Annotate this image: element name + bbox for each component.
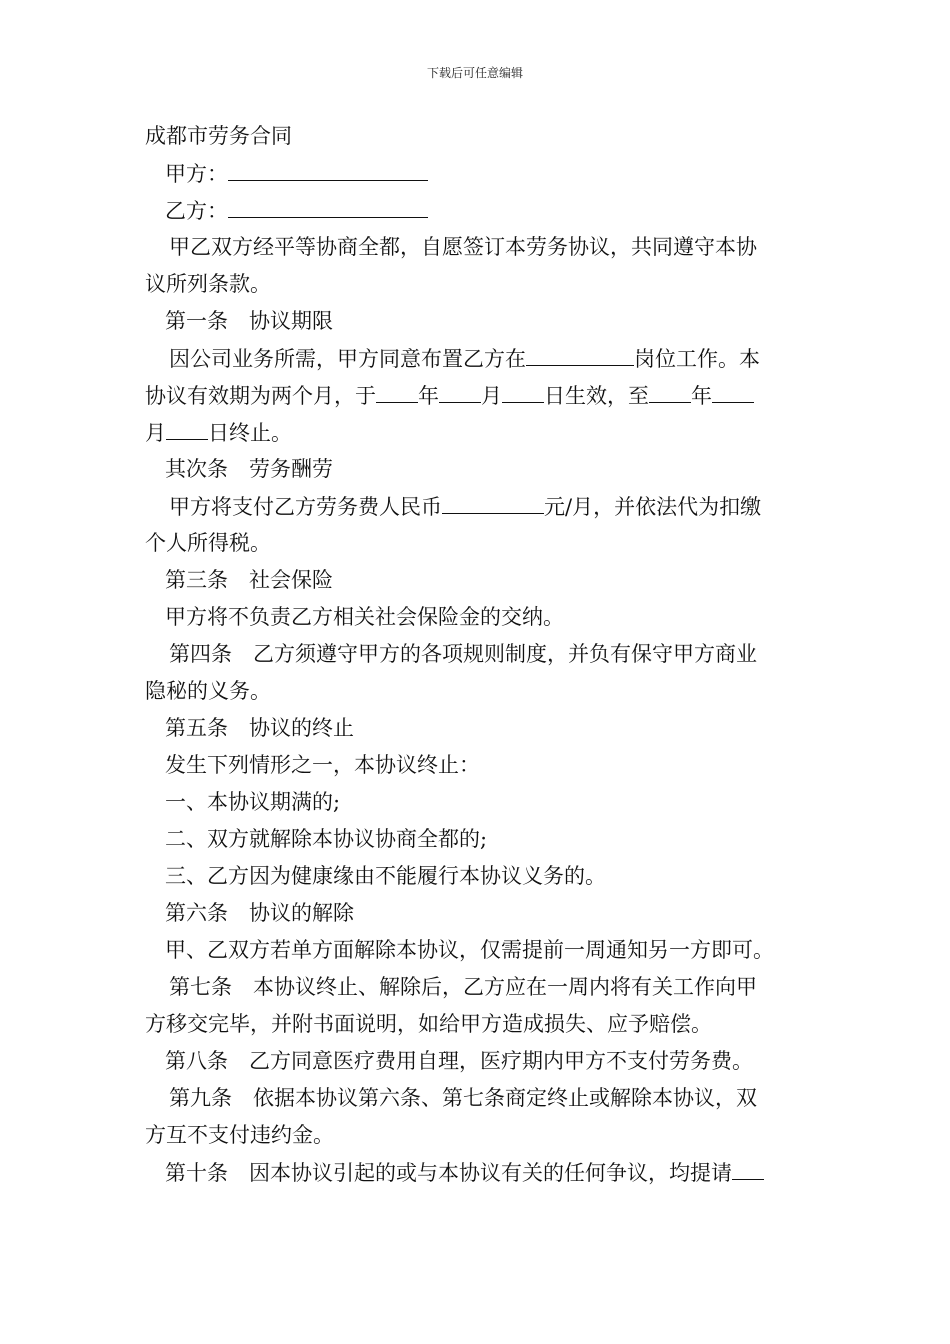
article-2-title: 其次条 劳务酬劳 <box>165 457 333 481</box>
month-label: 月 <box>145 421 166 445</box>
contract-body <box>145 118 807 1191</box>
position-blank[interactable] <box>526 340 634 366</box>
party-b-blank[interactable] <box>228 192 428 218</box>
article-4-line-1: 第四条 乙方须遵守甲方的各项规则制度，并负有保守甲方商业 <box>169 642 757 666</box>
party-a-line <box>145 155 807 192</box>
article-2-text: 元/月，并依法代为扣缴 <box>544 495 762 519</box>
arbitration-blank[interactable] <box>732 1154 764 1180</box>
article-5-title: 第五条 协议的终止 <box>165 716 354 740</box>
party-b-label: 乙方： <box>165 199 228 223</box>
article-1-line-3 <box>145 414 807 451</box>
end-month-blank[interactable] <box>712 377 754 403</box>
article-3-title: 第三条 社会保险 <box>165 568 333 592</box>
article-1-line-2 <box>145 377 807 414</box>
intro-line-2: 议所列条款。 <box>145 272 271 296</box>
article-10-line-1 <box>145 1154 807 1191</box>
article-2-line-2: 个人所得税。 <box>145 531 271 555</box>
article-5-line-1: 发生下列情形之一，本协议终止： <box>165 753 480 777</box>
fee-amount-blank[interactable] <box>442 488 544 514</box>
contract-title: 成都市劳务合同 <box>145 124 292 148</box>
article-1-text: 日终止。 <box>208 421 292 445</box>
month-label: 月 <box>481 384 502 408</box>
article-1-title: 第一条 协议期限 <box>165 309 333 333</box>
article-7-line-1: 第七条 本协议终止、解除后，乙方应在一周内将有关工作向甲 <box>169 975 757 999</box>
party-b-line <box>145 192 807 229</box>
article-9-line-1: 第九条 依据本协议第六条、第七条商定终止或解除本协议，双 <box>169 1086 757 1110</box>
year-label: 年 <box>418 384 439 408</box>
party-a-blank[interactable] <box>228 155 428 181</box>
end-day-blank[interactable] <box>166 414 208 440</box>
article-5-item-2: 二、双方就解除本协议协商全都的; <box>165 827 488 851</box>
intro-line-1: 甲乙双方经平等协商全都，自愿签订本劳务协议，共同遵守本协 <box>169 235 757 259</box>
start-day-blank[interactable] <box>502 377 544 403</box>
article-8-line-1: 第八条 乙方同意医疗费用自理，医疗期内甲方不支付劳务费。 <box>165 1049 753 1073</box>
start-month-blank[interactable] <box>439 377 481 403</box>
article-1-line-1 <box>145 340 807 377</box>
year-label: 年 <box>691 384 712 408</box>
article-6-line-1: 甲、乙双方若单方面解除本协议，仅需提前一周通知另一方即可。 <box>165 938 774 962</box>
article-1-text: 日生效，至 <box>544 384 649 408</box>
article-10-text: 第十条 因本协议引起的或与本协议有关的任何争议，均提请 <box>165 1161 732 1185</box>
article-5-item-3: 三、乙方因为健康缘由不能履行本协议义务的。 <box>165 864 606 888</box>
article-1-text: 因公司业务所需，甲方同意布置乙方在 <box>169 347 526 371</box>
article-2-line-1 <box>145 488 807 525</box>
article-6-title: 第六条 协议的解除 <box>165 901 354 925</box>
article-5-item-1: 一、本协议期满的; <box>165 790 341 814</box>
end-year-blank[interactable] <box>649 377 691 403</box>
article-1-text: 岗位工作。本 <box>634 347 760 371</box>
article-7-line-2: 方移交完毕，并附书面说明，如给甲方造成损失、应予赔偿。 <box>145 1012 712 1036</box>
party-a-label: 甲方： <box>165 162 228 186</box>
article-4-line-2: 隐秘的义务。 <box>145 679 271 703</box>
page-header-note: 下载后可任意编辑 <box>426 66 523 80</box>
start-year-blank[interactable] <box>376 377 418 403</box>
article-3-line-1: 甲方将不负责乙方相关社会保险金的交纳。 <box>165 605 564 629</box>
article-9-line-2: 方互不支付违约金。 <box>145 1123 334 1147</box>
article-1-text: 协议有效期为两个月，于 <box>145 384 376 408</box>
article-2-text: 甲方将支付乙方劳务费人民币 <box>169 495 442 519</box>
